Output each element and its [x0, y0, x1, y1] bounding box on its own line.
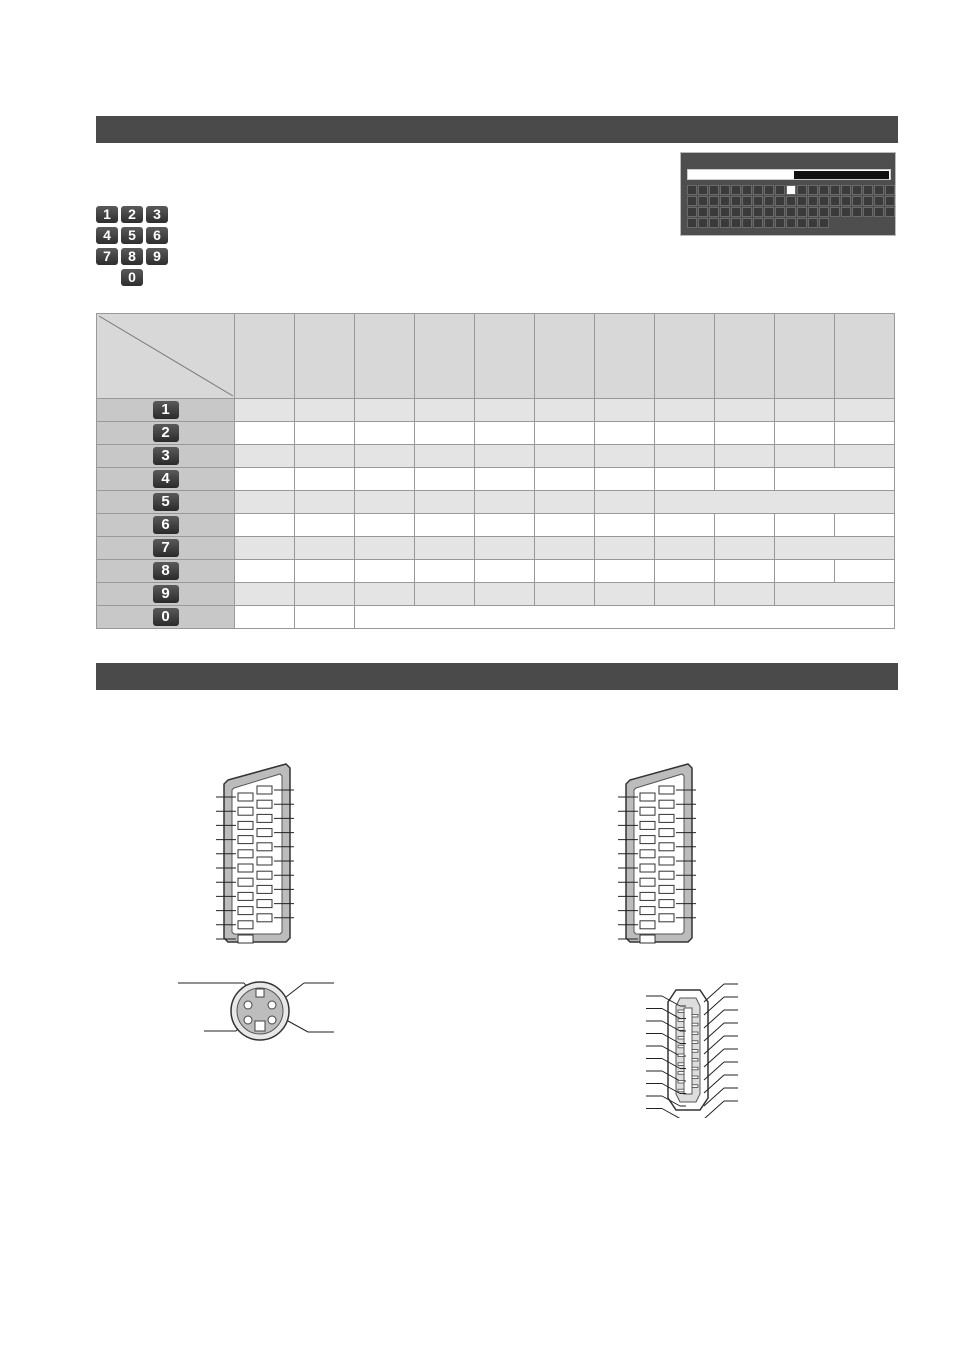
hdmi-pin — [692, 1085, 698, 1088]
character-grid-cell — [731, 185, 741, 195]
character-grid-cell — [797, 218, 807, 228]
hdmi-pin — [678, 1054, 684, 1057]
table-cell — [775, 514, 835, 537]
table-cell — [475, 445, 535, 468]
hdmi-pin — [678, 1080, 684, 1083]
character-grid-cell — [863, 207, 873, 217]
row-key-cell — [97, 537, 235, 560]
table-header-cell — [775, 314, 835, 399]
s-video-connector-diagram — [174, 975, 344, 1055]
character-grid-cell — [687, 207, 697, 217]
table-cell — [835, 399, 895, 422]
character-grid-cell — [775, 196, 785, 206]
scart-pin-even — [659, 814, 674, 822]
row-key-cell — [97, 583, 235, 606]
table-cell — [415, 491, 475, 514]
name-input-remaining — [794, 171, 889, 179]
table-cell — [535, 399, 595, 422]
keypad-key-3: 3 — [146, 206, 168, 223]
character-grid-cell — [731, 196, 741, 206]
table-header-cell — [295, 314, 355, 399]
table-cell — [355, 514, 415, 537]
scart-connector-1-diagram — [208, 760, 318, 950]
row-key-6: 6 — [153, 516, 179, 534]
keypad-key-5: 5 — [121, 227, 143, 244]
character-grid-cell — [775, 185, 785, 195]
table-cell — [295, 514, 355, 537]
row-key-2: 2 — [153, 424, 179, 442]
table-cell — [775, 560, 835, 583]
row-key-cell — [97, 445, 235, 468]
character-grid-cell — [731, 218, 741, 228]
character-grid-cell — [830, 207, 840, 217]
character-grid-cell — [874, 207, 884, 217]
table-cell — [355, 445, 415, 468]
hdmi-pin — [678, 1010, 684, 1013]
character-grid-cell — [786, 218, 796, 228]
hdmi-pin — [692, 1058, 698, 1061]
table-cell — [835, 422, 895, 445]
table-cell — [715, 399, 775, 422]
scart-pin-odd — [640, 821, 655, 829]
scart-pin-even — [257, 829, 272, 837]
scart-pin-odd — [640, 836, 655, 844]
character-grid-cell — [753, 218, 763, 228]
table-header-cell — [415, 314, 475, 399]
scart-connector-2-diagram — [610, 760, 720, 950]
character-grid-cell — [786, 207, 796, 217]
table-cell — [775, 399, 835, 422]
table-cell — [475, 399, 535, 422]
table-cell — [775, 422, 835, 445]
table-cell — [595, 514, 655, 537]
table-cell — [415, 468, 475, 491]
character-grid-cell — [808, 196, 818, 206]
row-key-9: 9 — [153, 585, 179, 603]
table-cell — [295, 422, 355, 445]
character-grid-cell — [874, 185, 884, 195]
hdmi-pin — [692, 1076, 698, 1079]
table-cell — [235, 583, 295, 606]
scart-pin-even — [257, 871, 272, 879]
table-cell — [595, 399, 655, 422]
character-grid-cell — [852, 196, 862, 206]
table-cell — [715, 514, 775, 537]
table-cell — [655, 537, 715, 560]
character-grid-cell — [819, 185, 829, 195]
table-cell — [655, 422, 715, 445]
row-key-0: 0 — [153, 608, 179, 626]
scart-pin-odd — [640, 907, 655, 915]
table-cell — [295, 583, 355, 606]
hdmi-pin — [692, 1023, 698, 1026]
scart-pin-odd — [640, 864, 655, 872]
scart-pin-odd — [640, 807, 655, 815]
hdmi-pin — [692, 1050, 698, 1053]
row-key-4: 4 — [153, 470, 179, 488]
character-grid-cell — [698, 185, 708, 195]
character-grid-cell — [687, 196, 697, 206]
table-header-cell — [655, 314, 715, 399]
table-cell — [355, 399, 415, 422]
character-grid-cell — [808, 185, 818, 195]
character-grid-cell — [808, 207, 818, 217]
scart-pin-odd — [238, 836, 253, 844]
table-cell — [295, 445, 355, 468]
keypad-key-2: 2 — [121, 206, 143, 223]
table-cell — [355, 491, 415, 514]
row-key-8: 8 — [153, 562, 179, 580]
character-grid-cell — [775, 218, 785, 228]
row-key-cell — [97, 399, 235, 422]
character-grid-cell — [797, 207, 807, 217]
table-cell — [355, 560, 415, 583]
hdmi-pin — [678, 1019, 684, 1022]
table-cell — [595, 537, 655, 560]
table-cell — [295, 537, 355, 560]
keypad-key-0: 0 — [121, 269, 143, 286]
character-grid-cell — [775, 207, 785, 217]
corner-diagonal — [97, 314, 235, 398]
character-grid-cell — [698, 218, 708, 228]
table-cell — [715, 583, 775, 606]
table-row — [97, 445, 895, 468]
character-grid-cell — [742, 207, 752, 217]
character-grid-cell — [874, 196, 884, 206]
table-cell — [475, 537, 535, 560]
character-grid-cell — [830, 196, 840, 206]
table-cell-merged — [775, 468, 895, 491]
table-cell — [715, 468, 775, 491]
row-key-7: 7 — [153, 539, 179, 557]
hdmi-pin — [692, 1067, 698, 1070]
scart-pin-odd — [238, 821, 253, 829]
scart-pin-even — [257, 857, 272, 865]
table-cell — [835, 560, 895, 583]
table-cell — [235, 445, 295, 468]
table-cell — [655, 514, 715, 537]
scart-pin-even — [257, 800, 272, 808]
table-cell — [475, 514, 535, 537]
scart-pin-odd — [640, 935, 655, 943]
hdmi-pin — [692, 1032, 698, 1035]
scart-pin-odd — [238, 935, 253, 943]
table-cell — [295, 491, 355, 514]
table-cell — [355, 422, 415, 445]
table-row — [97, 537, 895, 560]
scart-pin-odd — [640, 921, 655, 929]
character-grid-cell — [786, 185, 796, 195]
table-cell-merged — [355, 606, 895, 629]
table-cell — [295, 560, 355, 583]
table-cell — [715, 445, 775, 468]
table-cell — [535, 422, 595, 445]
character-grid-cell — [764, 218, 774, 228]
section-header-bar-1 — [96, 116, 898, 143]
table-cell — [715, 560, 775, 583]
table-cell — [595, 583, 655, 606]
character-grid-cell — [698, 207, 708, 217]
table-cell — [295, 468, 355, 491]
character-grid-cell — [720, 207, 730, 217]
table-cell — [535, 468, 595, 491]
table-cell — [595, 422, 655, 445]
character-grid-cell — [709, 207, 719, 217]
table-cell — [535, 583, 595, 606]
table-cell — [655, 445, 715, 468]
keypad-key-4: 4 — [96, 227, 118, 244]
character-grid-cell — [819, 207, 829, 217]
scart-pin-odd — [238, 807, 253, 815]
row-key-cell — [97, 560, 235, 583]
table-header-row — [97, 314, 895, 399]
character-grid-cell — [698, 196, 708, 206]
table-row — [97, 491, 895, 514]
character-grid-cell — [797, 196, 807, 206]
scart-pin-odd — [238, 793, 253, 801]
character-grid-cell — [742, 218, 752, 228]
table-cell — [535, 537, 595, 560]
table-cell — [535, 445, 595, 468]
table-cell — [355, 468, 415, 491]
scart-pin-odd — [238, 878, 253, 886]
table-row — [97, 606, 895, 629]
character-grid-cell — [819, 196, 829, 206]
character-grid-cell — [764, 207, 774, 217]
character-grid-cell — [720, 185, 730, 195]
character-grid-cell — [786, 196, 796, 206]
table-header-cell — [475, 314, 535, 399]
character-grid-cell — [863, 196, 873, 206]
table-header-cell — [595, 314, 655, 399]
table-row — [97, 514, 895, 537]
row-key-cell — [97, 468, 235, 491]
character-grid-cell — [841, 207, 851, 217]
table-header-cell — [235, 314, 295, 399]
character-grid-cell — [819, 218, 829, 228]
table-header-cell — [535, 314, 595, 399]
character-grid-cell — [852, 207, 862, 217]
table-cell — [235, 537, 295, 560]
table-row — [97, 468, 895, 491]
character-grid-cell — [753, 196, 763, 206]
table-row — [97, 399, 895, 422]
character-grid-cell — [885, 196, 895, 206]
scart-pin-even — [257, 843, 272, 851]
character-grid-cell — [687, 185, 697, 195]
hdmi-pin — [692, 1014, 698, 1017]
character-grid-cell — [852, 185, 862, 195]
character-grid-cell — [742, 196, 752, 206]
table-cell-merged — [655, 491, 895, 514]
table-cell — [595, 468, 655, 491]
table-cell — [835, 514, 895, 537]
table-cell — [475, 583, 535, 606]
table-cell — [415, 537, 475, 560]
table-row — [97, 422, 895, 445]
section-header-bar-2 — [96, 663, 898, 690]
scart-pin-even — [659, 829, 674, 837]
character-grid-cell — [764, 185, 774, 195]
table-row — [97, 560, 895, 583]
table-cell-merged — [775, 583, 895, 606]
table-row — [97, 583, 895, 606]
character-grid-cell — [709, 185, 719, 195]
hdmi-pin — [678, 1063, 684, 1066]
scart-pin-even — [659, 857, 674, 865]
keypad-key-9: 9 — [146, 248, 168, 265]
table-cell — [715, 422, 775, 445]
character-grid-cell — [863, 185, 873, 195]
scart-pin-odd — [238, 921, 253, 929]
table-cell — [655, 399, 715, 422]
scart-pin-even — [659, 885, 674, 893]
keypad-key-6: 6 — [146, 227, 168, 244]
scart-pin-even — [659, 786, 674, 794]
table-cell — [595, 560, 655, 583]
table-corner-cell — [97, 314, 235, 399]
character-grid-cell — [720, 218, 730, 228]
scart-pin-even — [659, 914, 674, 922]
character-grid-cell — [797, 185, 807, 195]
table-cell — [655, 583, 715, 606]
table-cell-merged — [775, 537, 895, 560]
scart-pin-even — [659, 871, 674, 879]
table-cell — [355, 537, 415, 560]
table-cell — [475, 491, 535, 514]
scart-pin-odd — [238, 864, 253, 872]
scart-pin-even — [257, 786, 272, 794]
table-cell — [595, 491, 655, 514]
character-grid-cell — [720, 196, 730, 206]
table-cell — [475, 560, 535, 583]
scart-pin-even — [257, 914, 272, 922]
character-grid-cell — [885, 185, 895, 195]
table-cell — [415, 560, 475, 583]
scart-pin-even — [257, 814, 272, 822]
hdmi-pin — [678, 1045, 684, 1048]
character-grid-cell — [808, 218, 818, 228]
scart-pin-odd — [640, 793, 655, 801]
table-cell — [475, 468, 535, 491]
character-grid — [687, 185, 895, 228]
row-key-1: 1 — [153, 401, 179, 419]
table-cell — [235, 560, 295, 583]
hdmi-pin — [692, 1041, 698, 1044]
table-cell — [415, 514, 475, 537]
hdmi-connector-diagram — [642, 978, 742, 1118]
hdmi-pin — [678, 1036, 684, 1039]
character-grid-cell — [764, 196, 774, 206]
scart-pin-odd — [238, 892, 253, 900]
row-key-cell — [97, 422, 235, 445]
row-key-cell — [97, 491, 235, 514]
table-cell — [235, 491, 295, 514]
table-cell — [475, 422, 535, 445]
character-grid-cell — [841, 196, 851, 206]
hdmi-pin — [678, 1089, 684, 1092]
character-grid-cell — [885, 207, 895, 217]
scart-pin-even — [659, 800, 674, 808]
table-header-cell — [835, 314, 895, 399]
table-cell — [235, 606, 295, 629]
table-cell — [655, 468, 715, 491]
table-cell — [775, 445, 835, 468]
table-cell — [235, 422, 295, 445]
table-cell — [835, 445, 895, 468]
keypad-key-8: 8 — [121, 248, 143, 265]
character-grid-cell — [753, 185, 763, 195]
keypad-key-1: 1 — [96, 206, 118, 223]
keypad-key-7: 7 — [96, 248, 118, 265]
table-cell — [535, 491, 595, 514]
hdmi-pin — [678, 1028, 684, 1031]
scart-pin-even — [659, 843, 674, 851]
hdmi-pin — [678, 1072, 684, 1075]
table-cell — [535, 514, 595, 537]
table-cell — [415, 399, 475, 422]
character-grid-cell — [731, 207, 741, 217]
character-entry-screen — [680, 152, 896, 236]
character-grid-cell — [709, 196, 719, 206]
table-cell — [295, 399, 355, 422]
character-grid-cell — [742, 185, 752, 195]
table-cell — [415, 445, 475, 468]
row-key-cell — [97, 606, 235, 629]
table-cell — [415, 583, 475, 606]
table-cell — [595, 445, 655, 468]
character-grid-cell — [753, 207, 763, 217]
row-key-5: 5 — [153, 493, 179, 511]
table-cell — [715, 537, 775, 560]
character-table — [96, 313, 895, 629]
table-cell — [235, 399, 295, 422]
table-header-cell — [715, 314, 775, 399]
table-cell — [235, 468, 295, 491]
table-cell — [355, 583, 415, 606]
table-cell — [295, 606, 355, 629]
character-grid-cell — [841, 185, 851, 195]
scart-pin-even — [257, 885, 272, 893]
scart-pin-odd — [640, 892, 655, 900]
scart-pin-odd — [238, 907, 253, 915]
scart-pin-odd — [238, 850, 253, 858]
table-cell — [535, 560, 595, 583]
scart-pin-even — [257, 900, 272, 908]
table-cell — [655, 560, 715, 583]
table-header-cell — [355, 314, 415, 399]
table-cell — [415, 422, 475, 445]
scart-pin-even — [659, 900, 674, 908]
character-grid-cell — [709, 218, 719, 228]
row-key-cell — [97, 514, 235, 537]
scart-pin-odd — [640, 878, 655, 886]
scart-pin-odd — [640, 850, 655, 858]
row-key-3: 3 — [153, 447, 179, 465]
table-cell — [235, 514, 295, 537]
character-grid-cell — [830, 185, 840, 195]
character-grid-cell — [687, 218, 697, 228]
